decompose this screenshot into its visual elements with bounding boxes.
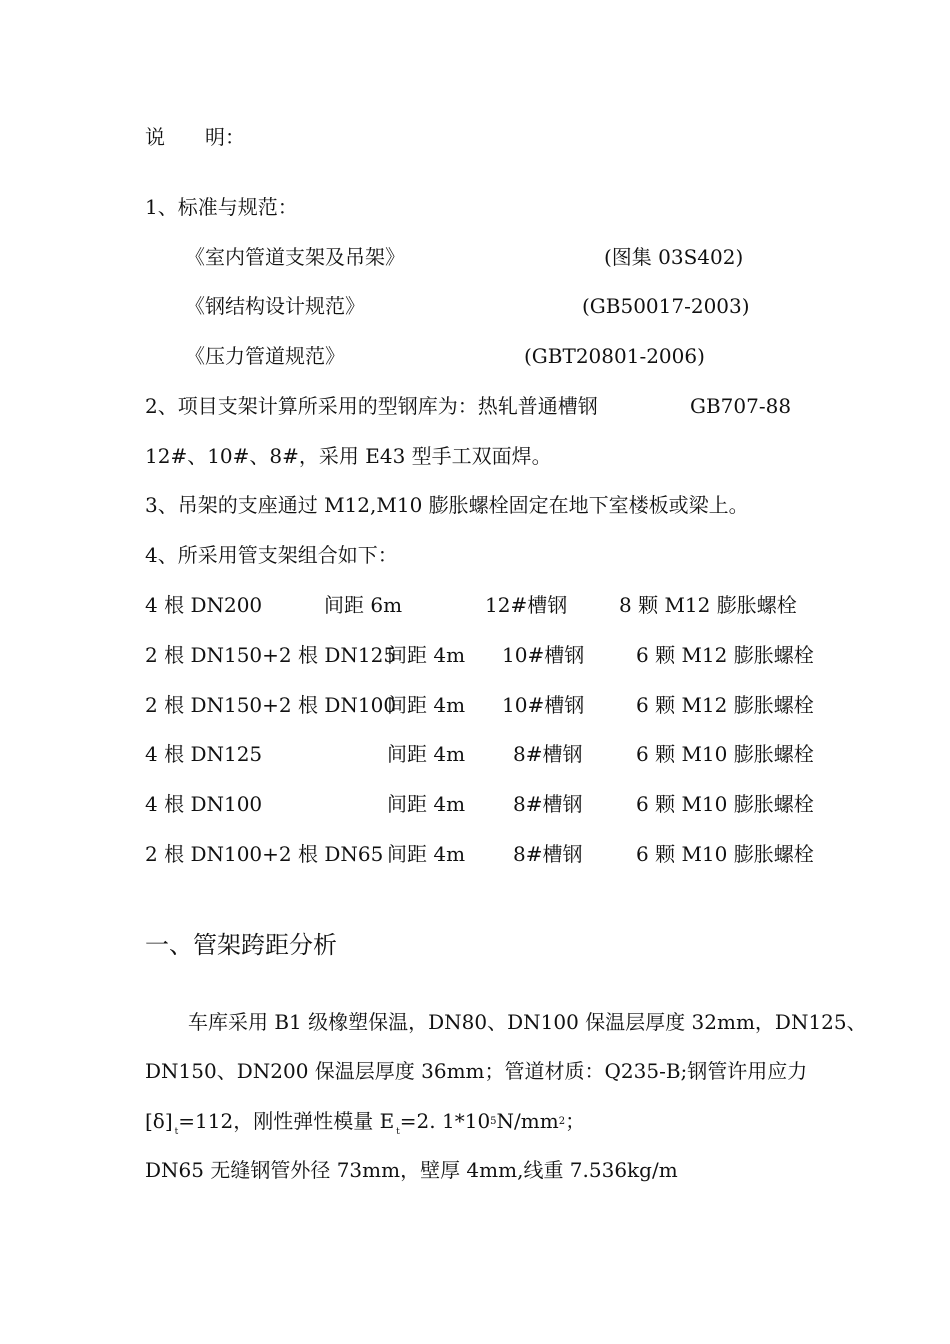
section-3: 3、吊架的支座通过 M12,M10 膨胀螺栓固定在地下室楼板或梁上。 — [145, 493, 749, 517]
body-paragraph-line: DN150、DN200 保温层厚度 36mm；管道材质：Q235-B;钢管许用应力 — [145, 1059, 808, 1083]
section-2-line-1: 2、项目支架计算所采用的型钢库为：热轧普通槽钢 — [145, 394, 598, 418]
modulus-unit: N/mm — [496, 1109, 559, 1133]
modulus-value: =2. 1*10 — [399, 1109, 491, 1133]
combo-pipes: 2 根 DN150+2 根 DN125 — [145, 643, 397, 667]
combo-steel: 10#槽钢 — [502, 643, 585, 667]
combo-steel: 12#槽钢 — [485, 593, 568, 617]
combo-steel: 8#槽钢 — [513, 792, 583, 816]
section-2-line-2: 12#、10#、8#，采用 E43 型手工双面焊。 — [145, 444, 552, 468]
combo-bolts: 6 颗 M10 膨胀螺栓 — [636, 742, 814, 766]
body-paragraph-line: 车库采用 B1 级橡塑保温，DN80、DN100 保温层厚度 32mm，DN125、 — [188, 1010, 867, 1034]
reference-code: (GBT20801-2006) — [524, 344, 705, 368]
reference-code: (GB50017-2003) — [582, 294, 750, 318]
combo-spacing: 间距 4m — [387, 842, 466, 866]
combo-steel: 10#槽钢 — [502, 693, 585, 717]
material-properties-line — [145, 1108, 585, 1145]
combo-pipes: 2 根 DN150+2 根 DN100 — [145, 693, 397, 717]
heading: 说 明： — [145, 125, 245, 149]
combo-spacing: 间距 4m — [387, 742, 466, 766]
combo-bolts: 8 颗 M12 膨胀螺栓 — [619, 593, 797, 617]
combo-pipes: 2 根 DN100+2 根 DN65 — [145, 842, 384, 866]
combo-pipes: 4 根 DN200 — [145, 593, 263, 617]
combo-steel: 8#槽钢 — [513, 842, 583, 866]
subscript-t: t — [396, 1127, 400, 1137]
combo-pipes: 4 根 DN125 — [145, 742, 263, 766]
combo-steel: 8#槽钢 — [513, 742, 583, 766]
subscript-t: t — [174, 1127, 179, 1137]
combo-bolts: 6 颗 M10 膨胀螺栓 — [636, 842, 814, 866]
punctuation: ； — [565, 1109, 586, 1133]
combo-bolts: 6 颗 M10 膨胀螺栓 — [636, 792, 814, 816]
combo-bolts: 6 颗 M12 膨胀螺栓 — [636, 693, 814, 717]
reference-code: (图集 03S402) — [604, 245, 744, 269]
reference-name: 《压力管道规范》 — [185, 344, 345, 368]
section-1-title: 1、标准与规范： — [145, 195, 298, 219]
superscript-exponent: 5 — [490, 1116, 497, 1127]
pipe-spec-line: DN65 无缝钢管外径 73mm，壁厚 4mm,线重 7.536kg/m — [145, 1158, 678, 1182]
combo-spacing: 间距 6m — [324, 593, 403, 617]
combo-bolts: 6 颗 M12 膨胀螺栓 — [636, 643, 814, 667]
reference-name: 《室内管道支架及吊架》 — [185, 245, 405, 269]
combo-pipes: 4 根 DN100 — [145, 792, 263, 816]
combo-spacing: 间距 4m — [387, 693, 466, 717]
allowable-stress-text: =112，刚性弹性模量 E — [178, 1109, 395, 1133]
superscript-square: 2 — [558, 1116, 566, 1127]
combo-spacing: 间距 4m — [387, 792, 466, 816]
allowable-stress-symbol: [δ] — [145, 1109, 173, 1133]
combo-spacing: 间距 4m — [387, 643, 466, 667]
section-4-title: 4、所采用管支架组合如下： — [145, 543, 398, 567]
part-1-title: 一、管架跨距分析 — [145, 931, 337, 959]
section-2-standard-code: GB707-88 — [690, 394, 792, 418]
reference-name: 《钢结构设计规范》 — [185, 294, 365, 318]
